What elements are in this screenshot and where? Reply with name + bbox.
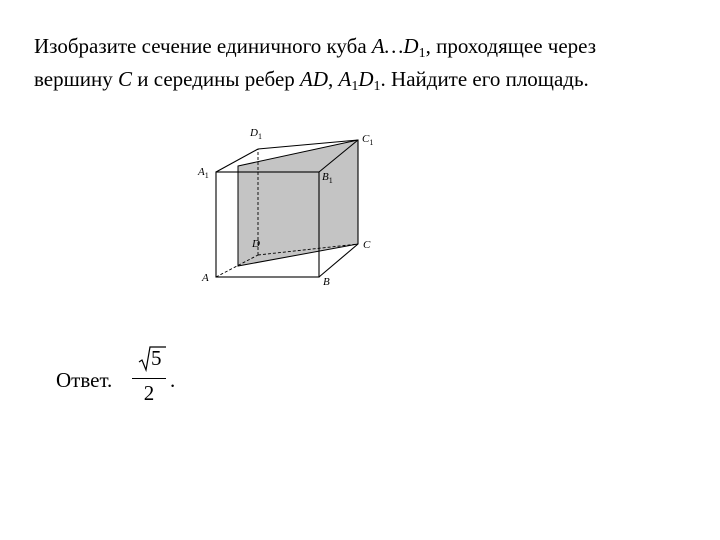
vertex-label-b1: $B_1$	[322, 171, 333, 185]
fraction-denominator: 2	[143, 381, 155, 405]
answer-period: .	[170, 368, 176, 392]
answer-label: Ответ.	[56, 368, 113, 392]
vertex-label-a1: $A_1$	[198, 166, 209, 180]
problem-line-1: Изобразите сечение единичного куба $A\dots D_1$, проходящее через	[34, 34, 597, 61]
numerator-value: 5	[151, 346, 162, 370]
cube-diagram	[190, 118, 410, 298]
problem-line-2: вершину C и середины ребер AD, $A_1D_1$. Найдите его площадь.	[34, 67, 589, 94]
vertex-label-c1: $C_1$	[362, 133, 374, 147]
vertex-label-d1: $D_1$	[250, 127, 262, 141]
cube-figure	[190, 118, 410, 303]
problem-statement	[34, 30, 694, 96]
vertex-label-b: B	[323, 276, 330, 288]
fraction-bar	[132, 378, 166, 379]
fraction-numerator	[138, 346, 168, 374]
vertex-label-d: D	[252, 238, 260, 250]
vertex-label-a: A	[202, 272, 209, 284]
vertex-label-c: C	[363, 239, 371, 251]
